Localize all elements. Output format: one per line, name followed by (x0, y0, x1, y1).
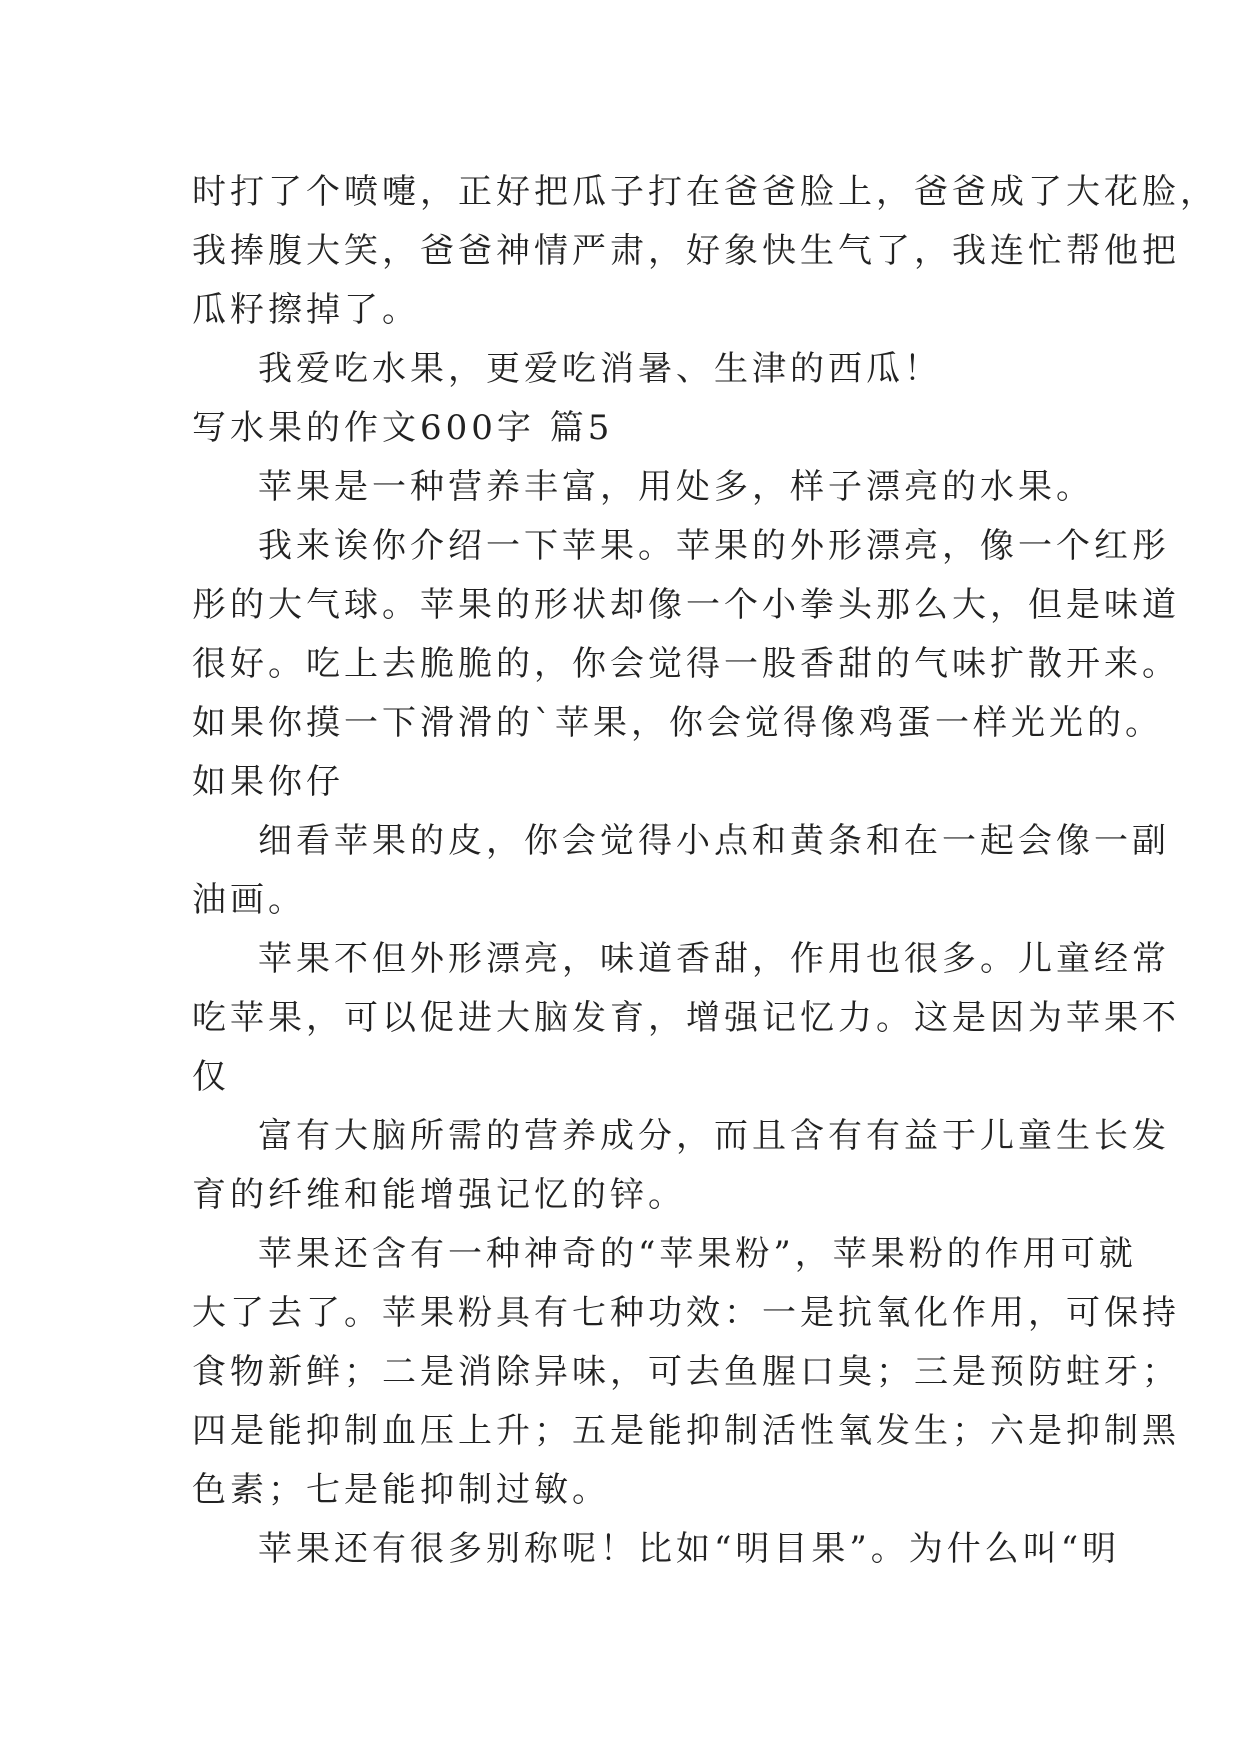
text-line: 仅 (192, 1057, 230, 1097)
text-line: 苹果还含有一种神奇的“苹果粉”，苹果粉的作用可就 (258, 1234, 1137, 1274)
text-line: 我来诶你介绍一下苹果。苹果的外形漂亮，像一个红彤 (258, 526, 1170, 566)
text-line: 我捧腹大笑，爸爸神情严肃，好象快生气了，我连忙帮他把 (192, 231, 1180, 271)
text-line: 我爱吃水果，更爱吃消暑、生津的西瓜！ (258, 349, 942, 389)
text-line: 瓜籽擦掉了。 (192, 290, 420, 330)
text-line: 很好。吃上去脆脆的，你会觉得一股香甜的气味扩散开来。 (192, 644, 1180, 684)
text-line: 细看苹果的皮，你会觉得小点和黄条和在一起会像一副 (258, 821, 1170, 861)
text-line: 如果你摸一下滑滑的`苹果，你会觉得像鸡蛋一样光光的。 (192, 703, 1163, 743)
text-line: 育的纤维和能增强记忆的锌。 (192, 1175, 686, 1215)
text-line: 油画。 (192, 880, 306, 920)
text-line: 苹果不但外形漂亮，味道香甜，作用也很多。儿童经常 (258, 939, 1170, 979)
text-line: 苹果是一种营养丰富，用处多，样子漂亮的水果。 (258, 467, 1094, 507)
text-line: 时打了个喷嚏，正好把瓜子打在爸爸脸上，爸爸成了大花脸， (192, 172, 1218, 212)
text-line: 富有大脑所需的营养成分，而且含有有益于儿童生长发 (258, 1116, 1170, 1156)
text-line: 食物新鲜；二是消除异味，可去鱼腥口臭；三是预防蛀牙； (192, 1352, 1180, 1392)
text-line: 色素；七是能抑制过敏。 (192, 1470, 610, 1510)
text-line: 大了去了。苹果粉具有七种功效：一是抗氧化作用，可保持 (192, 1293, 1180, 1333)
text-line: 四是能抑制血压上升；五是能抑制活性氧发生；六是抑制黑 (192, 1411, 1180, 1451)
text-line: 如果你仔 (192, 762, 344, 802)
section-heading: 写水果的作文600字 篇5 (192, 408, 614, 448)
text-line: 彤的大气球。苹果的形状却像一个小拳头那么大，但是味道 (192, 585, 1180, 625)
text-line: 苹果还有很多别称呢！比如“明目果”。为什么叫“明 (258, 1529, 1121, 1569)
text-line: 吃苹果，可以促进大脑发育，增强记忆力。这是因为苹果不 (192, 998, 1180, 1038)
